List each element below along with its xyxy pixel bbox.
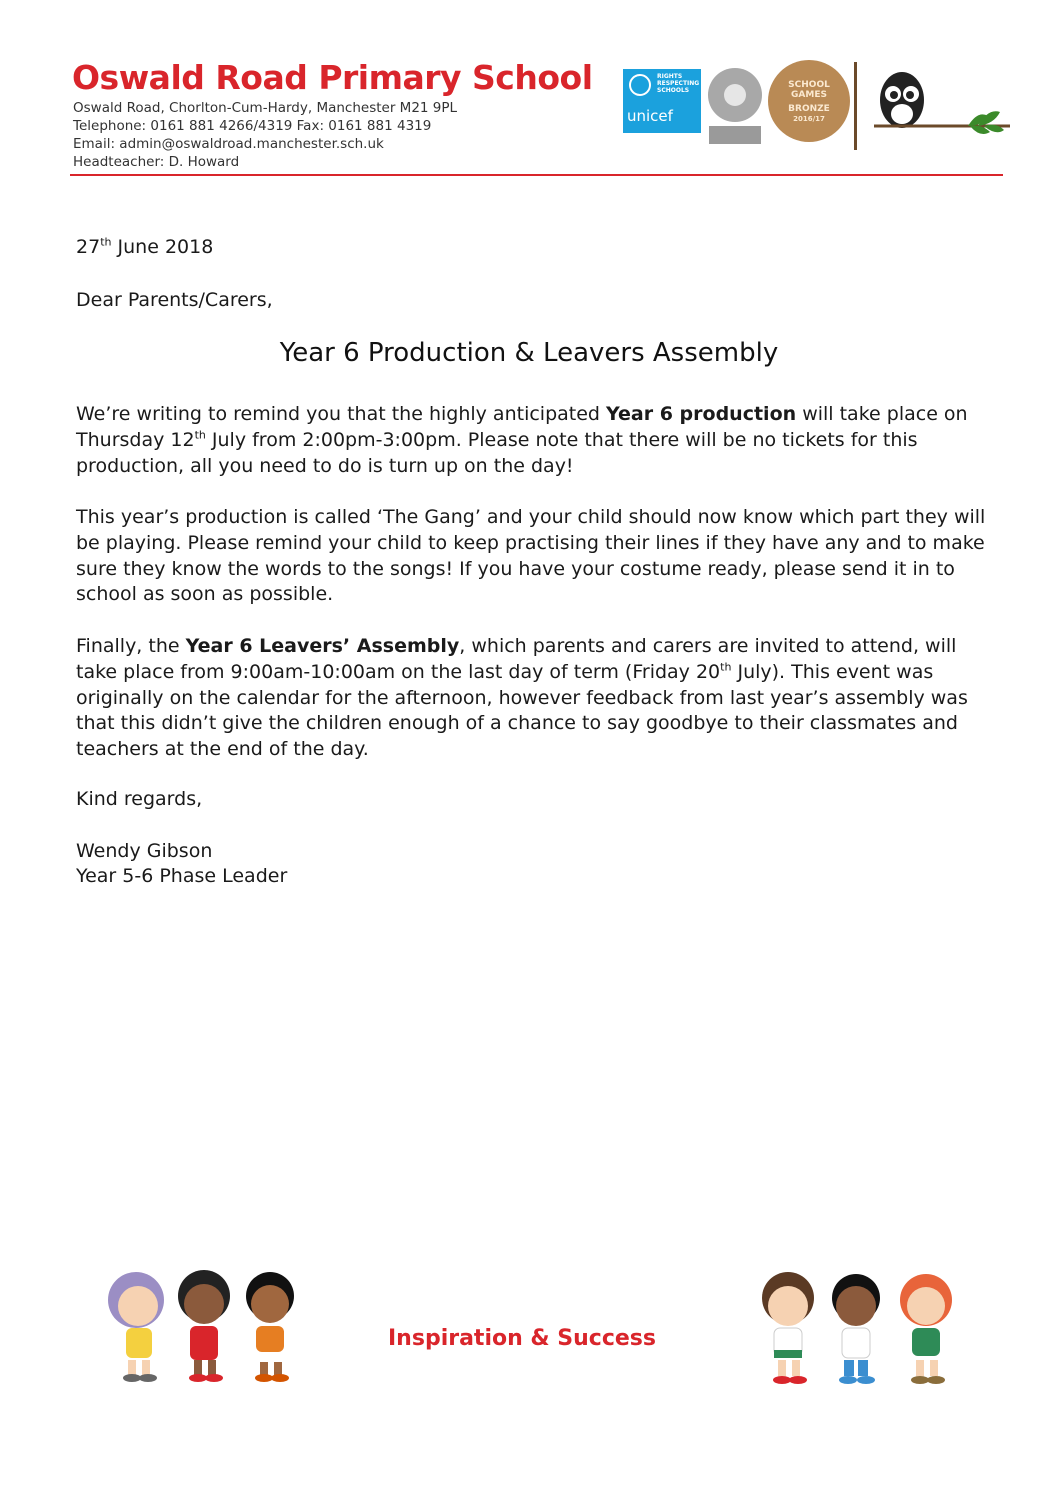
p1-text-b: will take place on Thursday 12	[76, 403, 968, 451]
date-rest: June 2018	[111, 236, 214, 258]
rights-label: RIGHTS	[657, 73, 683, 80]
p3-text-a: Finally, the	[76, 635, 186, 657]
owl-logo	[872, 64, 1012, 144]
p1-text-a: We’re writing to remind you that the highly anticipated	[76, 403, 607, 425]
children-illustration-left	[98, 1268, 313, 1390]
schools-label: SCHOOLS	[657, 87, 690, 94]
p3-sup: th	[720, 660, 732, 674]
paragraph-leavers-assembly	[76, 634, 986, 763]
unicef-rights-respecting-logo	[623, 69, 701, 133]
salutation: Dear Parents/Carers,	[76, 289, 273, 311]
header-divider	[70, 174, 1003, 176]
letter-date	[76, 235, 986, 261]
p3-text-c: July). This event was originally on the calendar for the afternoon, however feedback from last year’s assembly was that this didn’t give the children enough of a chance to say goodbye to their classmates and teachers at the end of the day.	[76, 660, 968, 761]
p3-bold: Year 6 Leavers’ Assembly	[185, 635, 460, 657]
children-right-icon	[748, 1268, 968, 1388]
date-day: 27	[76, 236, 101, 258]
signature-name: Wendy Gibson	[76, 840, 213, 862]
children-left-icon	[98, 1268, 313, 1386]
headteacher: Headteacher: D. Howard	[73, 154, 240, 170]
school-email: Email: admin@oswaldroad.manchester.sch.uk	[73, 136, 384, 152]
games-label: GAMES	[791, 90, 827, 100]
signature-role: Year 5-6 Phase Leader	[76, 865, 288, 887]
p1-sup: th	[194, 428, 206, 442]
school-telephone: Telephone: 0161 881 4266/4319 Fax: 0161 881 4319	[73, 118, 432, 134]
people-icon	[724, 84, 746, 106]
letter-title: Year 6 Production & Leavers Assembly	[279, 338, 779, 368]
letterhead	[70, 58, 1010, 178]
school-games-bronze-logo	[768, 60, 850, 142]
respecting-label: RESPECTING	[657, 80, 700, 87]
bronze-label: BRONZE	[788, 104, 830, 114]
owl-icon	[872, 64, 1012, 144]
children-illustration-right	[748, 1268, 968, 1392]
p1-text-c: July from 2:00pm-3:00pm. Please note that there will be no tickets for this production, all you need to do is turn up on the day!	[76, 428, 918, 477]
school-name: Oswald Road Primary School	[72, 58, 593, 97]
date-suffix: th	[100, 235, 112, 249]
globe-icon	[629, 74, 651, 96]
closing: Kind regards,	[76, 788, 203, 810]
paragraph-the-gang: This year’s production is called ‘The Gang’ and your child should now know which part they will be playing. Please remind your child to keep practising their lines if they have any and to make sure they know the words to the songs! If you have your costume ready, please send it in to school as soon as possible.	[76, 506, 986, 606]
school-label: SCHOOL	[788, 80, 830, 90]
unicef-label: unicef	[627, 107, 673, 125]
p1-bold: Year 6 production	[606, 403, 797, 425]
quality-mark-plate	[709, 126, 761, 144]
p3-text-b: , which parents and carers are invited to attend, will take place from 9:00am-10:00am on the last day of term (Friday 20	[76, 635, 957, 683]
branch-line	[854, 62, 857, 150]
year-label: 2016/17	[793, 115, 825, 123]
quality-mark-logo	[708, 68, 762, 122]
school-address: Oswald Road, Chorlton-Cum-Hardy, Manchester M21 9PL	[73, 100, 458, 116]
paragraph-production	[76, 402, 986, 479]
footer-slogan: Inspiration & Success	[388, 1326, 656, 1351]
